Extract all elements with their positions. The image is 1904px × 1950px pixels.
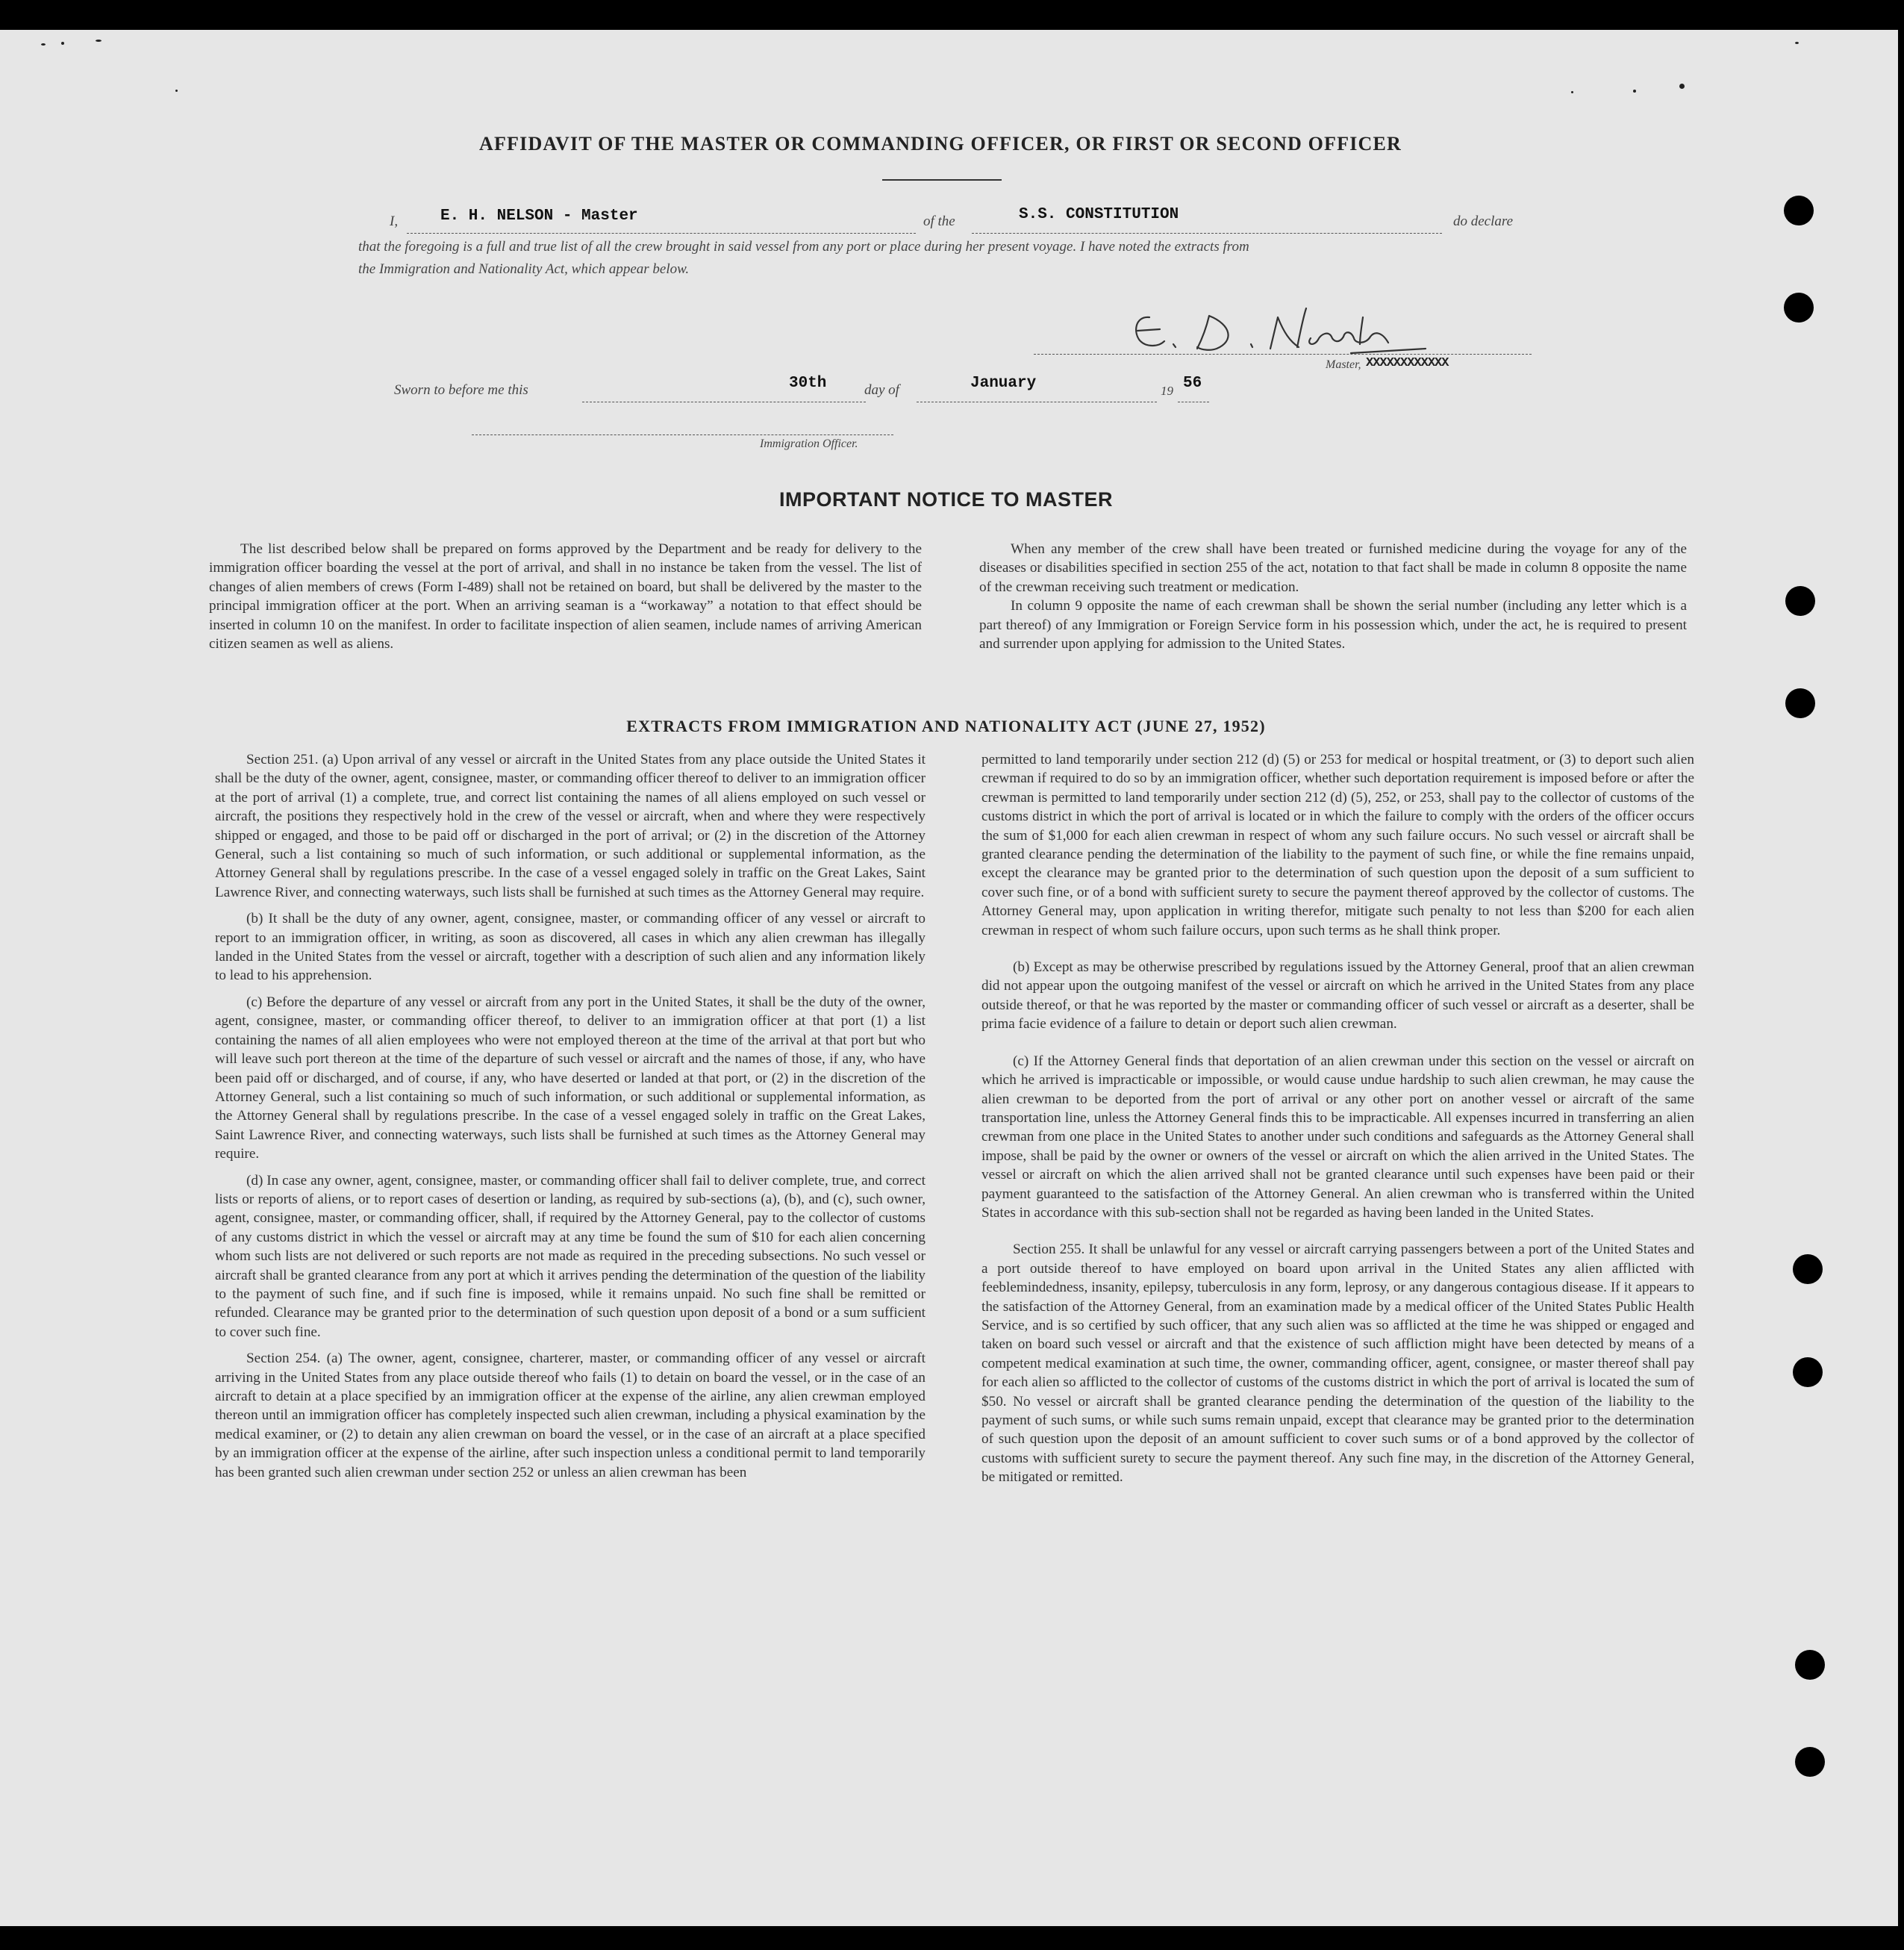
punch-hole [1793, 1254, 1823, 1284]
punch-hole [1785, 688, 1815, 718]
officer-caption: Immigration Officer. [760, 437, 858, 450]
declare-label: do declare [1453, 214, 1514, 229]
statement-line-1: that the foregoing is a full and true list of all the crew brought in said vessel from any port or place during her present voyage. I have noted the extracts from [358, 239, 1249, 255]
section-251-b: (b) It shall be the duty of any owner, agent, consignee, master, or commanding officer of any vessel or aircraft to report to an immigration officer, in writing, as soon as discovered, all cases in which any alien crewman has illegally landed in the United States from the vessel or aircraft, together with a description of such alien and any information likely to lead to his apprehension. [215, 911, 926, 984]
section-254-c: (c) If the Attorney General finds that deportation of an alien crewman under this section on the vessel or aircraft on which he arrived is impracticable or impossible, or would cause undue hardship to such alien crewman, he may cause the alien crewman to be deported from the port of arrival or any other port on another vessel or aircraft of the same transportation line, unless the Attorney General finds this to be impracticable. All expenses incurred in transferring an alien crewman from one place in the United States to another under such conditions and safeguards as the Attorney General shall impose, shall be paid by the owner or owners of the vessel or aircraft on which the alien arrived in the United States. The vessel or aircraft on which the alien arrived shall not be granted clearance until such expenses have been paid or their payment guaranteed to the satisfaction of the Attorney General. An alien crewman who is transferred within the United States in accordance with this sub-section shall not be regarded as having been landed in the United States. [981, 1053, 1694, 1221]
master-name: E. H. NELSON - Master [440, 208, 638, 225]
notice-title: IMPORTANT NOTICE TO MASTER [779, 488, 1113, 511]
punch-hole [1793, 1357, 1823, 1387]
punch-hole [1784, 196, 1814, 225]
section-254-b: (b) Except as may be otherwise prescribed by regulations issued by the Attorney General, proof that an alien crewman did not appear upon the outgoing manifest of the vessel or aircraft on which he arrived in the United States from any place outside thereof, or that he was reported by the master or commanding officer of such vessel or aircraft as a deserter, shall be prima facie evidence of a failure to detain or deport such alien crewman. [981, 959, 1694, 1032]
affidavit-title: AFFIDAVIT OF THE MASTER OR COMMANDING OFFICER, OR FIRST OR SECOND OFFICER [478, 133, 1402, 155]
master-signature [1105, 295, 1433, 366]
section-251-c: (c) Before the departure of any vessel or aircraft from any port in the United States, it shall be the duty of the owner, agent, consignee, master, or commanding officer thereof, to deliver to an immigration officer at that port (1) a list containing the names of all alien employees who were not employed thereon at the time of the arrival at that port but who will leave such port thereon at the time of the departure of such vessel or aircraft and the names of those, if any, who have been paid off or discharged, and of course, if any, who have deserted or landed at that port, or (2) in the discretion of the Attorney General, such a list containing so much of such information, or such additional or supplemental information, as the Attorney General shall by regulations prescribe. In the case of a vessel engaged solely in traffic on the Great Lakes, Saint Lawrence River, and connecting waterways, such lists shall be furnished at such times as the Attorney General may require. [215, 994, 926, 1162]
notice-paragraph: When any member of the crew shall have been treated or furnished medicine during the voyage for any of the diseases or disabilities specified in section 255 of the act, notation to that fact shall be made in column 8 opposite the name of the crewman receiving such treatment or medication. [979, 541, 1687, 595]
day-of-label: day of [864, 382, 899, 398]
sworn-day: 30th [789, 375, 827, 392]
title-underline [882, 179, 1002, 181]
notice-paragraph: In column 9 opposite the name of each crewman shall be shown the serial number (including any letter which is a part thereof) of any Immigration or Foreign Service form in his possession which, under the act, he is required to present and surrender upon applying for admission to the United States. [979, 598, 1687, 652]
notice-paragraph: The list described below shall be prepared on forms approved by the Department and be ready for delivery to the immigration officer boarding the vessel at the port of arrival, and shall in no instance be taken from the vessel. The list of changes of alien members of crews (Form I-489) shall not be retained on board, but shall be delivered by the master to the principal immigration officer at the port. When an arriving seaman is a “workaway” a notation to that effect should be inserted in column 10 on the manifest. In order to facilitate inspection of alien seamen, include names of arriving American citizen seamen as well as aliens. [209, 541, 922, 652]
punch-hole [1795, 1747, 1825, 1777]
sworn-label: Sworn to before me this [394, 382, 528, 398]
sworn-month: January [970, 375, 1037, 392]
notice-left-column [209, 540, 922, 653]
vessel-name: S.S. CONSTITUTION [1019, 206, 1179, 223]
section-254-a: Section 254. (a) The owner, agent, consignee, charterer, master, or commanding officer of any vessel or aircraft arriving in the United States from any place outside thereof who fails (1) to detain on board the vessel, or in the case of an aircraft to detain at a place specified by an immigration officer at the expense of the airline, any alien crewman employed thereon until an immigration officer has completely inspected such alien crewman, including a physical examination by the medical examiner, or (2) to detain any alien crewman on board the vessel, or in the case of an aircraft at a place specified by an immigration officer at the expense of the airline, after such inspection unless a conditional permit to land temporarily has been granted such alien crewman under section 252 or unless an alien crewman has been [215, 1351, 926, 1480]
document-page [0, 30, 1898, 1926]
struck-out-title: XXXXXXXXXXXX [1366, 356, 1449, 370]
notice-right-column [979, 540, 1687, 653]
punch-hole [1784, 293, 1814, 323]
extracts-title: EXTRACTS FROM IMMIGRATION AND NATIONALITY ACT (JUNE 27, 1952) [626, 717, 1266, 735]
sworn-year: 56 [1183, 375, 1202, 392]
extracts-right-column [981, 750, 1694, 1487]
section-251-a: Section 251. (a) Upon arrival of any vessel or aircraft in the United States from any place outside the United States it shall be the duty of the owner, agent, consignee, master, or commanding officer thereof to deliver to an immigration officer at the port of arrival (1) a complete, true, and correct list containing the names of all aliens employed on such vessel or aircraft, the positions they respectively hold in the crew of the vessel or aircraft, when and where they were respectively shipped or engaged, and those to be paid off or discharged in the port of arrival; or (2) in the discretion of the Attorney General, such a list containing so much of such information, or such additional or supplemental information, as the Attorney General shall by regulations prescribe. In the case of a vessel engaged solely in traffic on the Great Lakes, Saint Lawrence River, and connecting waterways, such lists shall be furnished at such times as the Attorney General may require. [215, 752, 926, 900]
section-254-a-continued: permitted to land temporarily under section 212 (d) (5) or 253 for medical or hospital treatment, or (3) to deport such alien crewman if required to do so by an immigration officer, whether such deportation requirement is imposed before or after the crewman is permitted to land temporarily under section 212 (d) (5), 252, or 253, shall pay to the collector of customs of the customs district in which the port of arrival is located or in which the failure to comply with the orders of the officer occurs the sum of $1,000 for each alien crewman in respect of whom any such failure occurs. No such vessel or aircraft shall be granted clearance pending the determination of the liability to the payment of such fine, or while the fine remains unpaid, except the clearance may be granted prior to the determination of such question upon the deposit of a sum sufficient to cover such fine, or of a bond with sufficient surety to secure the payment thereof approved by the collector of customs. The Attorney General may, upon application in writing therefor, mitigate such penalty to not less than $200 for each alien crewman in respect of whom such failure occurs, upon such terms as he shall think proper. [981, 752, 1694, 938]
signature-line [1034, 346, 1532, 355]
section-251-d: (d) In case any owner, agent, consignee, master, or commanding officer shall fail to deliver complete, true, and correct lists or reports of aliens, or to report cases of desertion or landing, as required by sub-sections (a), (b), and (c), such owner, agent, consignee, master, or commanding officer, shall, if required by the Attorney General, pay to the collector of customs of any customs district in which the vessel or aircraft may at any time be found the sum of $10 for each alien concerning whom such lists are not delivered or such reports are not made as required in the preceding subsections. No such vessel or aircraft shall be granted clearance from any port at which it arrives pending the determination of the question of the liability to the payment of such fine, and if such fine is imposed, while it remains unpaid. No such fine shall be remitted or refunded. Clearance may be granted prior to the determination of such question upon deposit of a bond or a sum sufficient to cover such fine. [215, 1172, 926, 1340]
punch-hole [1785, 586, 1815, 616]
month-line [917, 394, 1157, 402]
of-the-label: of the [923, 214, 955, 229]
name-line [407, 225, 916, 234]
officer-signature-line [472, 427, 893, 435]
punch-hole [1795, 1650, 1825, 1680]
extracts-left-column [215, 750, 926, 1482]
statement-line-2: the Immigration and Nationality Act, which appear below. [358, 261, 690, 277]
vessel-line [972, 225, 1442, 234]
day-line [582, 394, 866, 402]
section-255: Section 255. It shall be unlawful for any vessel or aircraft carrying passengers between a port of the United States and a port outside thereof to have employed on board upon arrival in the United States any alien afflicted with feeblemindedness, insanity, epilepsy, tuberculosis in any form, leprosy, or any dangerous contagious disease. If it appears to the satisfaction of the Attorney General, from an examination made by a medical officer of the United States Public Health Service, and is so certified by such officer, that any such alien was so afflicted at the time he was shipped or engaged and taken on board such vessel or aircraft and that the existence of such affliction might have been detected by means of a competent medical examination at such time, the owner, commanding officer, agent, consignee, or master thereof shall pay for each alien so afflicted to the collector of customs of the customs district in which the port of arrival is located the sum of $50. No vessel or aircraft shall be granted clearance pending the determination of the question of the liability to the payment of such sums, or while such sums remain unpaid, except that clearance may be granted prior to the determination of such question upon the deposit of an amount sufficient to cover such sums or of a bond approved by the collector of customs with sufficient surety to secure the payment thereof. Any such fine may, in the discretion of the Attorney General, be mitigated or remitted. [981, 1242, 1694, 1486]
i-label: I, [390, 214, 399, 229]
year-prefix: 19 [1161, 384, 1173, 398]
year-line [1178, 394, 1209, 402]
master-caption: Master, [1326, 358, 1361, 371]
